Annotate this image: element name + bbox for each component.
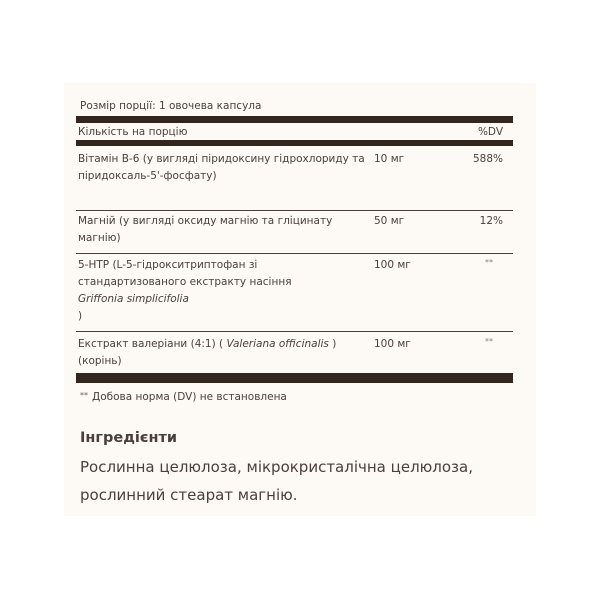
nutrient-amount: 100 мг bbox=[374, 338, 411, 350]
divider-thick-top bbox=[76, 116, 513, 123]
dv-label: %DV bbox=[477, 126, 503, 138]
serving-size: Розмір порції: 1 овочева капсула bbox=[80, 100, 262, 112]
nutrient-name: 5-HTP (L-5-гідрокситриптофан зі стандартизованого екстракту насіння Griffonia simplicifolia ) bbox=[78, 259, 292, 322]
nutrient-amount: 10 мг bbox=[374, 153, 405, 165]
footnote bbox=[80, 391, 287, 403]
nutrient-dv: 12% bbox=[479, 215, 503, 227]
latin-name: Valeriana officinalis bbox=[226, 338, 329, 350]
ingredients-text: Рослинна целюлоза, мікрокристалічна целюлоза, рослинний стеарат магнію. bbox=[80, 458, 473, 504]
divider-thick-header bbox=[76, 140, 513, 146]
table-header bbox=[76, 124, 513, 140]
divider-thin bbox=[76, 253, 513, 254]
amount-per-serving-label: Кількість на порцію bbox=[78, 126, 188, 138]
footnote-stars: ** bbox=[80, 391, 88, 400]
nutrient-amount: 50 мг bbox=[374, 215, 405, 227]
nutrient-dv: ** bbox=[485, 258, 493, 267]
nutrient-name: Екстракт валеріани (4:1) ( Valeriana officinalis ) (корінь) bbox=[78, 338, 337, 367]
nutrient-dv: ** bbox=[485, 337, 493, 346]
nutrient-name: Вітамін B-6 (у вигляді піридоксину гідрохлориду та піридоксаль-5'-фосфату) bbox=[78, 153, 365, 182]
divider-thin bbox=[76, 331, 513, 332]
divider-thick-bottom bbox=[76, 373, 513, 383]
latin-name: Griffonia simplicifolia bbox=[78, 293, 189, 305]
nutrient-name: Магній (у вигляді оксиду магнію та гліцинату магнію) bbox=[78, 215, 333, 244]
footnote-text: Добова норма (DV) не встановлена bbox=[92, 391, 287, 403]
ingredients-title: Інгредієнти bbox=[80, 430, 178, 446]
nutrient-amount: 100 мг bbox=[374, 259, 411, 271]
supplement-facts-panel bbox=[64, 83, 536, 516]
divider-thin bbox=[76, 210, 513, 211]
nutrient-dv: 588% bbox=[472, 153, 503, 165]
